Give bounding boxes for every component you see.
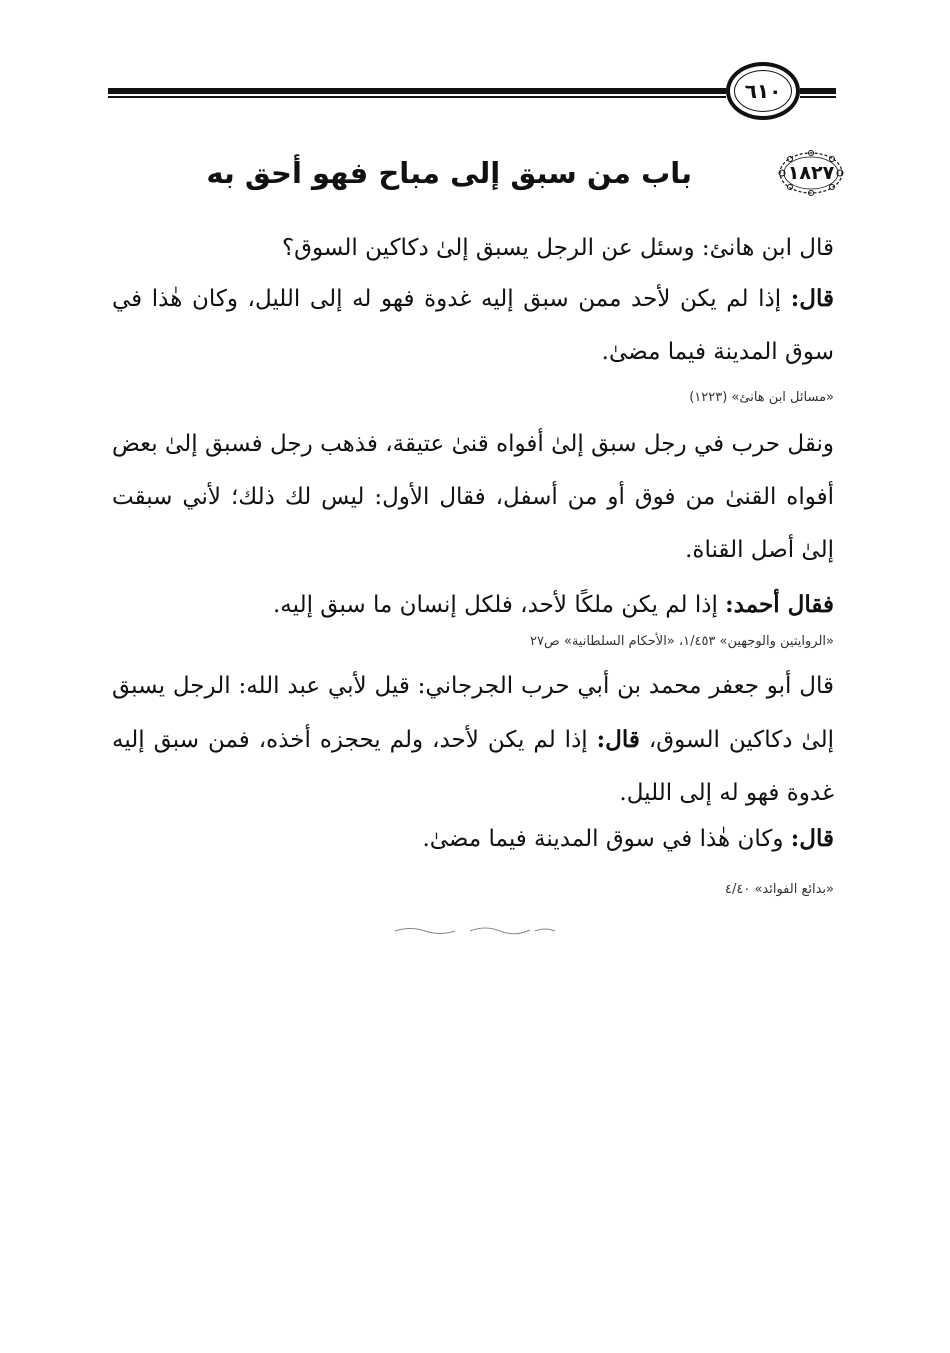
chapter-number: ١٨٢٧ [787,162,835,184]
header-rule [108,88,726,98]
paragraph-text: قال أبو جعفر محمد بن أبي حرب الجرجاني: قيل لأبي عبد الله: الرجل يسبق إلىٰ دكاكين السوق، [112,673,834,753]
chapter-title: باب من سبق إلى مباح فهو أحق به [206,156,692,190]
section-end-ornament-icon [390,922,560,936]
paragraph-text: إذا لم يكن لأحد ممن سبق إليه غدوة فهو له إلى الليل، وكان هٰذا في سوق المدينة فيما مضىٰ. [112,286,834,365]
paragraph-harb-narration: ونقل حرب في رجل سبق إلىٰ أفواه قنىٰ عتيقة، فذهب رجل فسبق إلىٰ بعض أفواه القنىٰ من فوق أو من أسفل، فقال الأول: ليس لك ذلك؛ لأني سبقت إلىٰ أصل القناة. [112,431,834,563]
paragraph-ibn-hani-question: قال ابن هانئ: وسئل عن الرجل يسبق إلىٰ دكاكين السوق؟ [281,235,834,261]
speaker-label: قال: [596,726,640,753]
page-number-text: ٦١٠ [744,79,782,103]
chapter-number-badge [778,150,844,196]
header-rule-tail [800,88,836,98]
speaker-label: قال: [790,285,835,312]
paragraph-text: إذا لم يكن لأحد، ولم يحجزه أخذه، فمن سبق إليه غدوة فهو له إلى الليل. [112,727,834,806]
source-citation-riwayatayn: «الروايتين والوجهين» ١/٤٥٣، «الأحكام السلطانية» ص٢٧ [530,634,834,649]
paragraph-ibn-hani-answer [112,272,834,379]
speaker-label: قال: [790,825,834,852]
paragraph-text: إذا لم يكن ملكًا لأحد، فلكل إنسان ما سبق إليه. [272,592,726,618]
paragraph-text: وكان هٰذا في سوق المدينة فيما مضىٰ. [422,826,791,852]
speaker-label: فقال أحمد: [725,591,834,618]
source-citation-ibn-hani: «مسائل ابن هانئ» (١٢٢٣) [689,390,834,405]
page-number [726,62,800,120]
paragraph-jurjani-narration [112,660,834,820]
paragraph-madina-market [112,812,834,866]
source-citation-badai: «بدائع الفوائد» ٤/٤٠ [724,882,834,897]
paragraph-ahmad-ruling [112,578,834,632]
